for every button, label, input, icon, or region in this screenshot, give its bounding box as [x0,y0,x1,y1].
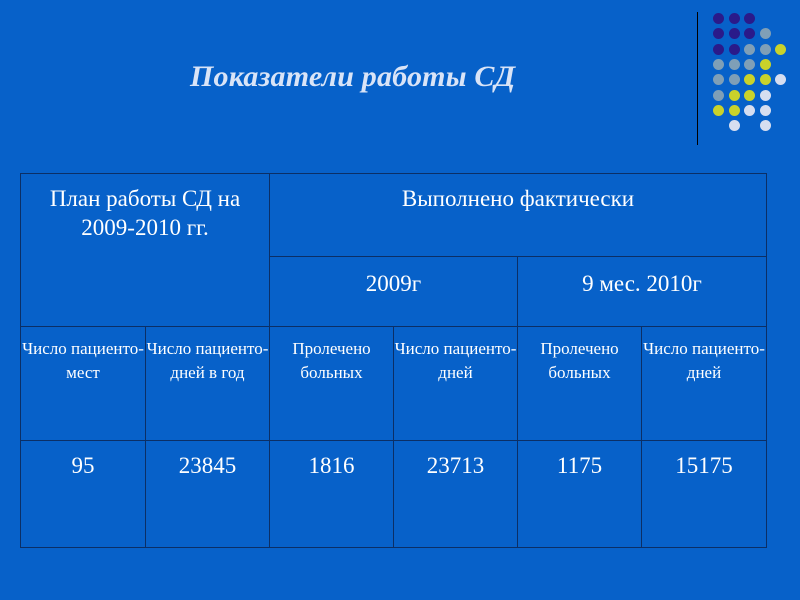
dot-icon [713,105,724,116]
dot-icon [713,13,724,24]
dot-icon [729,44,740,55]
dot-icon [713,44,724,55]
dot-icon [729,90,740,101]
dot-icon [744,105,755,116]
dot-icon [744,44,755,55]
column-header-cell: Число пациенто-мест [21,327,146,441]
dot-icon [744,74,755,85]
table-header-row [21,174,767,257]
table-cell: 23845 [146,441,270,548]
table-cell: 1175 [518,441,642,548]
dot-icon [744,59,755,70]
dot-icon [729,74,740,85]
table-cell: 95 [21,441,146,548]
slide-title: Показатели работы СД [190,60,516,93]
column-header-cell: Число пациенто-дней [394,327,518,441]
column-header-cell: Пролечено больных [270,327,394,441]
dot-icon [760,28,771,39]
dot-icon [729,28,740,39]
performance-table [20,173,767,548]
period-2010-header-cell: 9 мес. 2010г [518,257,767,327]
dot-icon [760,105,771,116]
plan-header-cell: План работы СД на 2009-2010 гг. [21,174,270,327]
dot-icon [760,74,771,85]
table-row [21,441,767,548]
table-cell: 15175 [642,441,767,548]
dot-icon [729,59,740,70]
column-header-cell: Пролечено больных [518,327,642,441]
dot-icon [713,59,724,70]
dot-icon [713,28,724,39]
year-2009-header-cell: 2009г [270,257,518,327]
dot-icon [713,74,724,85]
dot-icon [729,13,740,24]
dot-icon [775,74,786,85]
dot-icon [760,44,771,55]
table-subheader-row [21,327,767,441]
decorative-vertical-line [697,12,698,145]
dot-icon [760,59,771,70]
actual-header-cell: Выполнено фактически [270,174,767,257]
column-header-cell: Число пациенто-дней в год [146,327,270,441]
dot-icon [729,105,740,116]
dot-icon [713,90,724,101]
decorative-dot-grid-icon [708,10,798,135]
table-cell: 1816 [270,441,394,548]
dot-icon [729,120,740,131]
table-cell: 23713 [394,441,518,548]
dot-icon [744,28,755,39]
dot-icon [775,44,786,55]
dot-icon [744,90,755,101]
dot-icon [760,90,771,101]
dot-icon [744,13,755,24]
dot-icon [760,120,771,131]
column-header-cell: Число пациенто-дней [642,327,767,441]
